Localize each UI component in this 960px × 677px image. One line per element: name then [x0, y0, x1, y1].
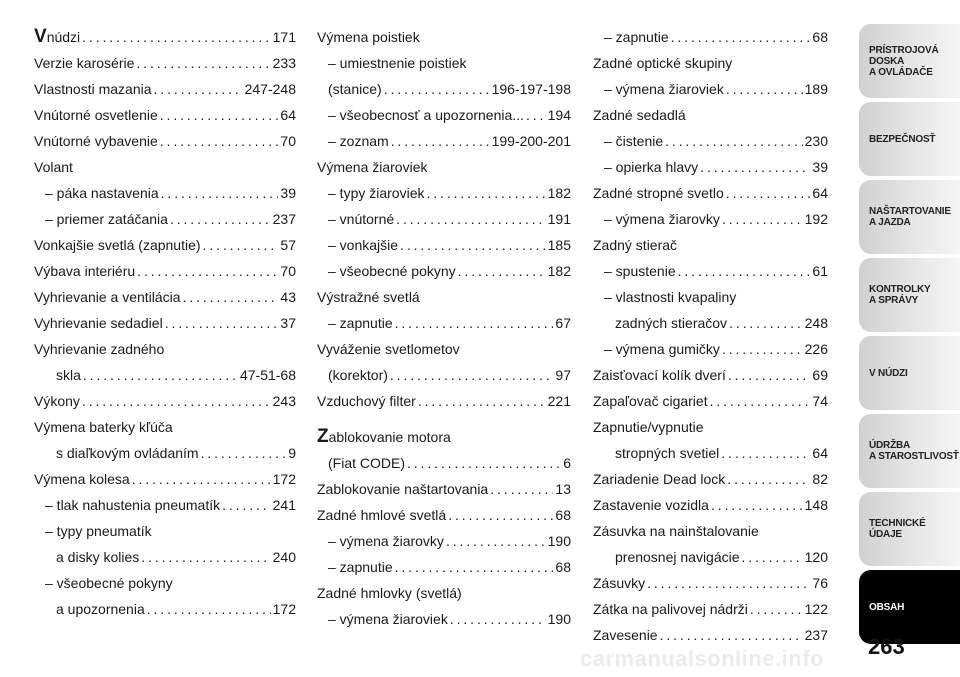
page-ref: 172 — [272, 471, 296, 487]
page-ref: 39 — [812, 159, 828, 175]
index-letter: Z — [317, 426, 329, 447]
entry-text: Zadné hmlové svetlá — [317, 507, 447, 523]
index-entry — [593, 388, 828, 414]
page-ref: 97 — [555, 367, 571, 383]
chapter-tab-5[interactable]: ÚDRŽBA A STAROSTLIVOSŤ — [859, 414, 960, 488]
index-entry-label — [593, 414, 828, 440]
index-entry — [593, 466, 828, 492]
index-entry — [34, 206, 296, 232]
leader-dots — [132, 466, 271, 492]
leader-dots — [660, 622, 803, 648]
entry-text: (korektor) — [328, 367, 388, 383]
entry-text: – zapnutie — [328, 559, 393, 575]
leader-dots — [526, 102, 546, 128]
index-entry — [317, 606, 571, 632]
index-entry — [34, 102, 296, 128]
page-ref: 182 — [547, 185, 571, 201]
page-ref: 172 — [272, 601, 296, 617]
page-ref: 221 — [547, 393, 571, 409]
entry-text: – vnútorné — [328, 211, 395, 227]
index-column-2 — [317, 24, 571, 632]
entry-text: – zapnutie — [604, 29, 669, 45]
index-entry — [593, 128, 828, 154]
page-ref: 37 — [280, 315, 296, 331]
index-entry — [34, 362, 296, 388]
page-ref: 47-51-68 — [239, 367, 296, 383]
index-entry — [593, 154, 828, 180]
entry-text: Zapnutie/vypnutie — [593, 419, 704, 435]
entry-text: Zásuvka na nainštalovanie — [593, 523, 759, 539]
page-ref: 194 — [547, 107, 571, 123]
index-entry — [593, 440, 828, 466]
index-entry — [34, 284, 296, 310]
leader-dots — [711, 492, 803, 518]
page-ref: 6 — [563, 455, 571, 471]
entry-text: – priemer zatáčania — [45, 211, 168, 227]
index-entry — [34, 232, 296, 258]
index-entry — [317, 206, 571, 232]
entry-text: prenosnej navigácie — [615, 549, 740, 565]
index-entry-label — [593, 232, 828, 258]
index-entry — [593, 622, 828, 648]
page-ref: 70 — [280, 263, 296, 279]
leader-dots — [154, 76, 243, 102]
page-ref: 74 — [812, 393, 828, 409]
page-ref: 182 — [547, 263, 571, 279]
page-ref: 61 — [812, 263, 828, 279]
leader-dots — [721, 440, 810, 466]
index-entry-label — [317, 580, 571, 606]
entry-text: – umiestnenie poistiek — [328, 55, 467, 71]
page-ref: 237 — [804, 627, 828, 643]
page-ref: 64 — [812, 445, 828, 461]
entry-text: Verzie karosérie — [34, 55, 135, 71]
entry-text: – typy pneumatík — [45, 523, 152, 539]
index-entry — [317, 388, 571, 414]
index-entry — [593, 258, 828, 284]
index-entry — [593, 570, 828, 596]
index-entry — [34, 258, 296, 284]
watermark: carmanualsonline.info — [580, 646, 824, 671]
leader-dots — [395, 310, 554, 336]
entry-text: – zapnutie — [328, 315, 393, 331]
leader-dots — [700, 154, 810, 180]
leader-dots — [141, 544, 270, 570]
entry-text: a disky kolies — [56, 549, 140, 565]
page-ref: 240 — [272, 549, 296, 565]
entry-text: s diaľkovým ovládaním — [56, 445, 199, 461]
chapter-tab-6[interactable]: TECHNICKÉ ÚDAJE — [859, 492, 960, 566]
page-ref: 120 — [804, 549, 828, 565]
entry-text: Výmena baterky kľúča — [34, 419, 173, 435]
index-entry — [593, 24, 828, 50]
page-ref: 185 — [547, 237, 571, 253]
entry-text: – všeobecné pokyny — [328, 263, 456, 279]
index-entry — [317, 450, 571, 476]
entry-text: (Fiat CODE) — [328, 455, 405, 471]
index-entry-label — [593, 102, 828, 128]
entry-text: Zadné optické skupiny — [593, 55, 733, 71]
entry-text: – všeobecné pokyny — [45, 575, 173, 591]
page-ref: 237 — [272, 211, 296, 227]
leader-dots — [165, 310, 279, 336]
index-letter-heading — [317, 424, 571, 450]
leader-dots — [665, 128, 802, 154]
index-entry-label — [34, 336, 296, 362]
page-ref: 13 — [555, 481, 571, 497]
index-entry — [317, 502, 571, 528]
index-entry — [593, 206, 828, 232]
entry-text: – typy žiaroviek — [328, 185, 425, 201]
leader-dots — [407, 450, 561, 476]
entry-text: Zariadenie Dead lock — [593, 471, 726, 487]
index-entry-label — [34, 518, 296, 544]
page-number: 263 — [868, 634, 905, 659]
index-entry — [593, 544, 828, 570]
chapter-tab-0[interactable]: PRÍSTROJOVÁ DOSKA A OVLÁDAČE — [859, 24, 960, 98]
leader-dots — [183, 284, 279, 310]
leader-dots — [396, 206, 545, 232]
index-entry — [593, 362, 828, 388]
leader-dots — [450, 606, 546, 632]
page-ref: 190 — [547, 533, 571, 549]
page-ref: 230 — [804, 133, 828, 149]
entry-text: Výmena poistiek — [317, 29, 420, 45]
leader-dots — [710, 388, 811, 414]
leader-dots — [742, 544, 803, 570]
index-entry-label — [317, 154, 571, 180]
index-entry — [34, 310, 296, 336]
leader-dots — [147, 596, 271, 622]
index-entry-label — [317, 50, 571, 76]
entry-text: Zaisťovací kolík dverí — [593, 367, 726, 383]
page-ref: 67 — [555, 315, 571, 331]
index-entry-label — [317, 24, 571, 50]
page-ref: 247-248 — [244, 81, 296, 97]
page-ref: 248 — [804, 315, 828, 331]
leader-dots — [83, 362, 238, 388]
entry-text: Zátka na palivovej nádrži — [593, 601, 748, 617]
entry-text: – vlastnosti kvapaliny — [604, 289, 737, 305]
entry-text: Vyváženie svetlometov — [317, 341, 460, 357]
entry-text: Vnútorné vybavenie — [34, 133, 158, 149]
leader-dots — [203, 232, 279, 258]
index-entry — [593, 596, 828, 622]
leader-dots — [426, 180, 545, 206]
leader-dots — [395, 554, 554, 580]
entry-text: Vnútorné osvetlenie — [34, 107, 158, 123]
chapter-tab-1[interactable]: BEZPEČNOSŤ — [859, 102, 960, 176]
entry-text: Zavesenie — [593, 627, 658, 643]
index-entry — [34, 492, 296, 518]
index-entry — [317, 362, 571, 388]
entry-text: Vonkajšie svetlá (zapnutie) — [34, 237, 201, 253]
leader-dots — [201, 440, 287, 466]
leader-dots — [82, 24, 270, 50]
index-entry — [317, 232, 571, 258]
index-column-3 — [593, 24, 828, 648]
index-entry — [593, 310, 828, 336]
index-entry — [593, 180, 828, 206]
page-ref: 82 — [812, 471, 828, 487]
page-ref: 9 — [288, 445, 296, 461]
page-ref: 191 — [547, 211, 571, 227]
entry-text: – výmena žiarovky — [328, 533, 444, 549]
column-spacer — [317, 414, 571, 424]
leader-dots — [647, 570, 810, 596]
leader-dots — [750, 596, 803, 622]
entry-text: – výmena gumičky — [604, 341, 720, 357]
entry-text: Zadné stropné svetlo — [593, 185, 724, 201]
entry-text: Vzduchový filter — [317, 393, 416, 409]
chapter-tabs — [859, 24, 960, 648]
chapter-tab-2[interactable]: NAŠTARTOVANIE A JAZDA — [859, 180, 960, 254]
entry-text: (stanice) — [328, 81, 382, 97]
entry-text: Výmena kolesa — [34, 471, 130, 487]
leader-dots — [390, 362, 554, 388]
entry-text: – čistenie — [604, 133, 664, 149]
leader-dots — [222, 492, 271, 518]
chapter-tab-7[interactable]: OBSAH — [859, 570, 960, 644]
index-entry-label — [34, 154, 296, 180]
leader-dots — [671, 24, 811, 50]
index-entry — [34, 440, 296, 466]
leader-dots — [400, 232, 546, 258]
entry-text: Zadný stierač — [593, 237, 678, 253]
chapter-tab-3[interactable]: KONTROLKY A SPRÁVY — [859, 258, 960, 332]
entry-text: zadných stieračov — [615, 315, 728, 331]
page-ref: 64 — [812, 185, 828, 201]
entry-text: Zadné hmlovky (svetlá) — [317, 585, 462, 601]
index-entry — [593, 76, 828, 102]
leader-dots — [170, 206, 271, 232]
leader-dots — [446, 528, 546, 554]
page-ref: 57 — [280, 237, 296, 253]
entry-text: – páka nastavenia — [45, 185, 159, 201]
leader-dots — [137, 258, 278, 284]
entry-text: Výbava interiéru — [34, 263, 136, 279]
leader-dots — [391, 128, 490, 154]
entry-text: – všeobecnosť a upozornenia... — [328, 107, 524, 123]
index-entry — [34, 128, 296, 154]
index-entry-label — [593, 50, 828, 76]
page-ref: 196-197-198 — [491, 81, 571, 97]
page-ref: 148 — [804, 497, 828, 513]
index-entry — [34, 544, 296, 570]
entry-text: Vlastnosti mazania — [34, 81, 152, 97]
index-entry — [317, 258, 571, 284]
chapter-tab-4[interactable]: V NÚDZI — [859, 336, 960, 410]
index-entry-label — [317, 284, 571, 310]
leader-dots — [448, 502, 553, 528]
heading-entry-text: ablokovanie motora — [328, 429, 451, 445]
page-ref: 68 — [555, 559, 571, 575]
entry-text: – výmena žiarovky — [604, 211, 720, 227]
leader-dots — [418, 388, 546, 414]
entry-text: – opierka hlavy — [604, 159, 699, 175]
leader-dots — [722, 206, 803, 232]
index-entry — [34, 50, 296, 76]
leader-dots — [722, 336, 803, 362]
leader-dots — [726, 76, 803, 102]
entry-text: Vyhrievanie sedadiel — [34, 315, 163, 331]
page-ref: 69 — [812, 367, 828, 383]
index-entry — [317, 180, 571, 206]
index-entry — [317, 554, 571, 580]
leader-dots — [678, 258, 811, 284]
entry-text: Výstražné svetlá — [317, 289, 420, 305]
entry-text: – výmena žiaroviek — [328, 611, 448, 627]
leader-dots — [161, 180, 279, 206]
heading-entry-text: núdzi — [46, 29, 81, 45]
index-entry — [593, 492, 828, 518]
entry-text: Zastavenie vozidla — [593, 497, 709, 513]
entry-text: – vonkajšie — [328, 237, 399, 253]
page-ref: 68 — [812, 29, 828, 45]
leader-dots — [728, 362, 811, 388]
page-ref: 189 — [804, 81, 828, 97]
index-entry — [317, 476, 571, 502]
entry-text: – spustenie — [604, 263, 676, 279]
entry-text: Zablokovanie naštartovania — [317, 481, 489, 497]
leader-dots — [490, 476, 553, 502]
index-entry — [34, 76, 296, 102]
entry-text: Volant — [34, 159, 73, 175]
index-column-1 — [34, 24, 296, 622]
index-entry — [34, 388, 296, 414]
entry-text: Výmena žiaroviek — [317, 159, 428, 175]
index-entry-label — [34, 570, 296, 596]
page-ref: 122 — [804, 601, 828, 617]
page-ref: 241 — [272, 497, 296, 513]
leader-dots — [727, 466, 810, 492]
page-ref: 43 — [280, 289, 296, 305]
entry-text: – výmena žiaroviek — [604, 81, 724, 97]
heading-text — [34, 24, 80, 50]
page-ref: 243 — [272, 393, 296, 409]
leader-dots — [384, 76, 490, 102]
entry-text: Zadné sedadlá — [593, 107, 686, 123]
page-ref: 171 — [272, 29, 296, 45]
leader-dots — [136, 50, 270, 76]
heading-text — [317, 424, 451, 450]
entry-text: Vyhrievanie zadného — [34, 341, 165, 357]
index-entry — [317, 76, 571, 102]
index-entry — [317, 128, 571, 154]
entry-text: – zoznam — [328, 133, 389, 149]
index-entry-label — [317, 336, 571, 362]
index-letter-heading — [34, 24, 296, 50]
page-ref: 233 — [272, 55, 296, 71]
index-entry — [317, 102, 571, 128]
leader-dots — [160, 102, 279, 128]
index-entry — [34, 596, 296, 622]
index-letter: V — [34, 26, 47, 47]
page-ref: 192 — [804, 211, 828, 227]
page-ref: 199-200-201 — [491, 133, 571, 149]
leader-dots — [726, 180, 811, 206]
page-ref: 226 — [804, 341, 828, 357]
page-ref: 39 — [280, 185, 296, 201]
index-entry-label — [34, 414, 296, 440]
index-entry — [34, 180, 296, 206]
leader-dots — [729, 310, 803, 336]
entry-text: Zásuvky — [593, 575, 646, 591]
index-entry-label — [593, 284, 828, 310]
page-ref: 68 — [555, 507, 571, 523]
index-entry — [317, 528, 571, 554]
page-ref: 70 — [280, 133, 296, 149]
entry-text: a upozornenia — [56, 601, 145, 617]
entry-text: Výkony — [34, 393, 80, 409]
leader-dots — [160, 128, 279, 154]
index-entry — [317, 310, 571, 336]
page-ref: 64 — [280, 107, 296, 123]
page-ref: 190 — [547, 611, 571, 627]
index-entry-label — [593, 518, 828, 544]
entry-text: skla — [56, 367, 81, 383]
leader-dots — [82, 388, 271, 414]
entry-text: Zapaľovač cigariet — [593, 393, 708, 409]
page-ref: 76 — [812, 575, 828, 591]
index-entry — [34, 466, 296, 492]
index-entry — [593, 336, 828, 362]
entry-text: stropných svetiel — [615, 445, 720, 461]
entry-text: – tlak nahustenia pneumatík — [45, 497, 221, 513]
entry-text: Vyhrievanie a ventilácia — [34, 289, 181, 305]
leader-dots — [458, 258, 546, 284]
